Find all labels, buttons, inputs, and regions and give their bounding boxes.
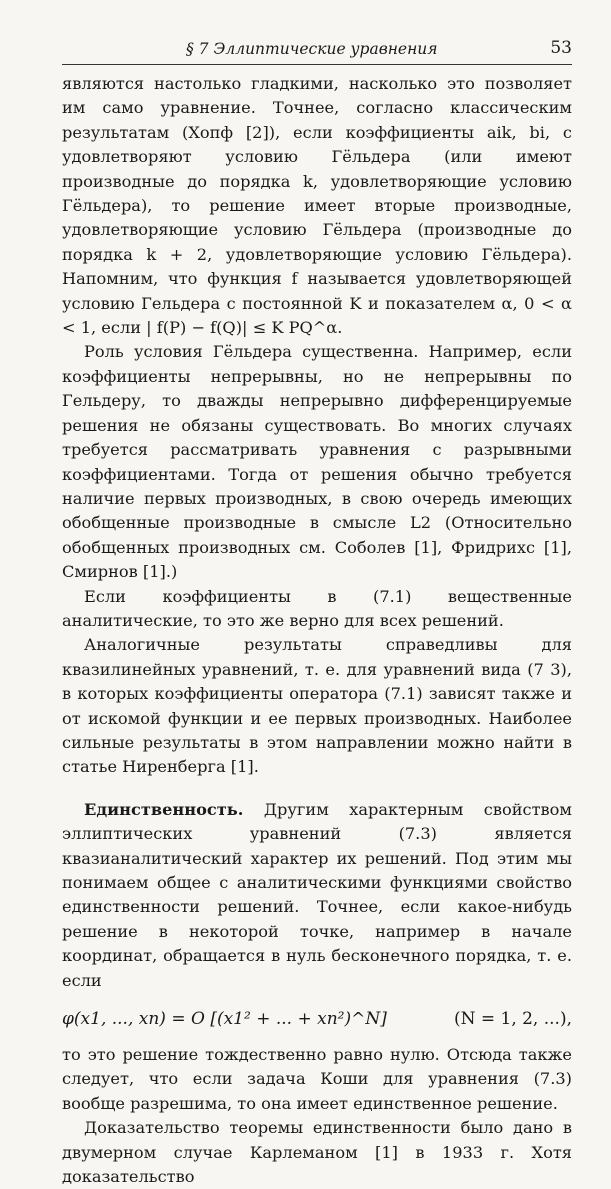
paragraph-uniqueness: [62, 798, 572, 993]
page-number: 53: [550, 38, 572, 58]
page-body: [62, 72, 572, 1189]
paragraph-6: то это решение тождественно равно нулю. Отсюда также следует, что если задача Коши для уравнения (7.3) вообще разрешима, то она имеет единственное решение.: [62, 1045, 572, 1113]
header-rule: [62, 64, 572, 65]
paragraph-4: Аналогичные результаты справедливы для квазилинейных уравнений, т. е. для уравнений вида (7 3), в которых коэффициенты оператора (7.1) зависят также и от искомой функции и ее первых производных. Наиболее сильные результаты в этом направлении можно найти в статье Ниренберга [1].: [62, 635, 572, 777]
formula-condition: (N = 1, 2, ...),: [453, 1009, 572, 1030]
display-formula: [62, 999, 572, 1039]
section-title: § 7 Эллиптические уравнения: [186, 40, 438, 58]
running-head: [62, 38, 572, 60]
paragraph-3: Если коэффициенты в (7.1) вещественные аналитические, то это же верно для всех решений.: [62, 586, 572, 630]
paragraph-2: Роль условия Гёльдера существенна. Например, если коэффициенты непрерывны, но не непрерывны по Гельдеру, то дважды непрерывно дифференцируемые решения не обязаны существовать. Во многих случаях требуется рассматривать уравнения с разрывными коэффициентами. Тогда от решения обычно требуется наличие первых производных, в свою очередь имеющих обобщенные производные в смысле L2 (Относительно обобщенных производных см. Соболев [1], Фридрихс [1], Смирнов [1].): [62, 342, 572, 582]
paragraph-uniqueness-text: Другим характерным свойством эллиптических уравнений (7.3) является квазианалитический характер их решений. Под этим мы понимаем общее с аналитическими функциями свойство единственности решений. Точнее, если какое-нибудь решение в некоторой точке, например в начале координат, обращается в нуль бесконечного порядка, т. е. если: [62, 799, 572, 990]
formula-expression: φ(x1, ..., xn) = O [(x1² + ... + xn²)^N]: [62, 1009, 387, 1030]
paragraph-7: Доказательство теоремы единственности было дано в двумерном случае Карлеманом [1] в 1933 г. Хотя доказательство: [62, 1118, 572, 1187]
runin-heading: Единственность.: [84, 799, 244, 819]
paragraph-1: являются настолько гладкими, насколько это позволяет им само уравнение. Точнее, согласно классическим результатам (Хопф [2]), если коэффициенты aik, bi, c удовлетворяют условию Гёльдера (или имеют производные до порядка k, удовлетворяющие условию Гёльдера), то решение имеет вторые производные, удовлетворяющие условию Гёльдера (производные до порядка k + 2, удовлетворяющие условию Гёльдера). Напомним, что функция f называется удовлетворяющей условию Гельдера с постоянной K и показателем α, 0 < α < 1, если | f(P) − f(Q)| ≤ K PQ^α.: [62, 74, 572, 338]
